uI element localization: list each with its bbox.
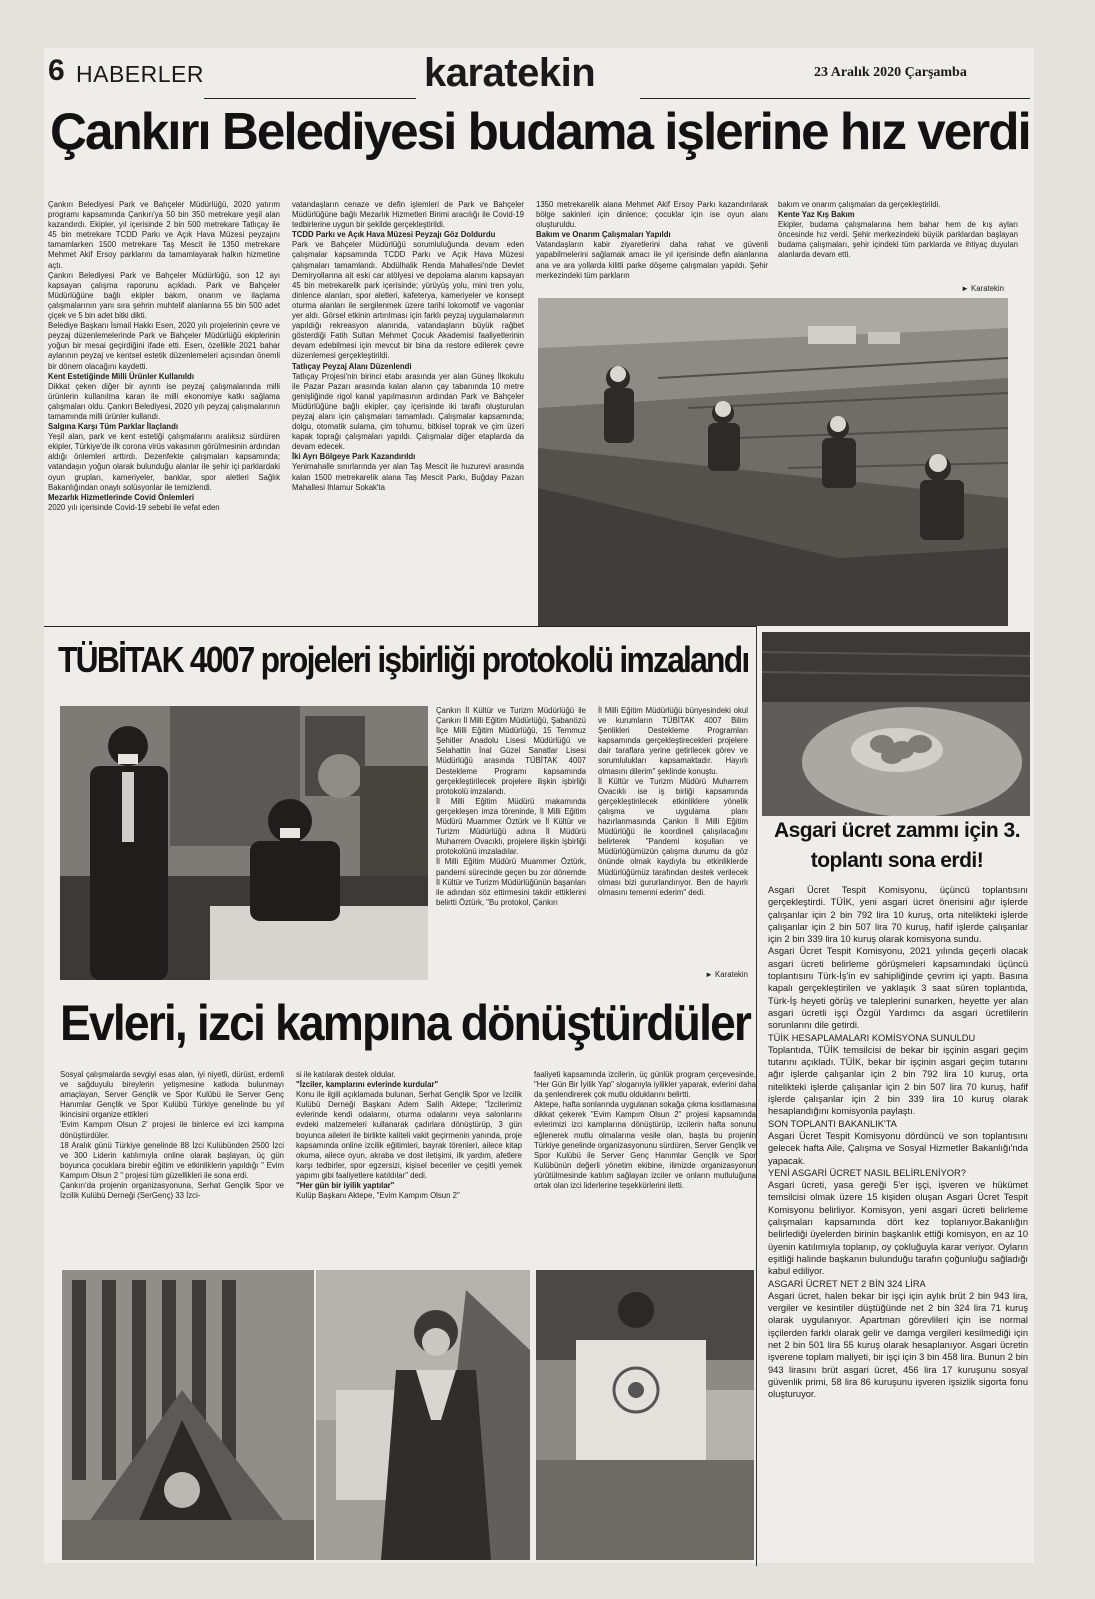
subheading: YENİ ASGARİ ÜCRET NASIL BELİRLENİYOR? (768, 1167, 966, 1178)
article1-column-3 (536, 200, 768, 306)
article1-column-4 (778, 200, 1018, 288)
subheading: İki Ayrı Bölgeye Park Kazandırıldı (292, 452, 416, 462)
paragraph: İl Kültür ve Turizm Müdürü Muharrem Ovacıklı ise iş birliği kapsamında gerçekleştirilecek etkinliklere yönelik çalışma ve uygulama planı hazırlanmasında Çankırı İl Milli Eğitim Müdürlüğü ile koordineli çalışılacağını belirterek "Pandemi koşulları ve Müdürlüğümüzün çalışma durumu da göz önünde olmak kaydıyla bu etkinliklerde Müdürlüğümüz tarafından destek verilecek olması bizi gururlandırıyor. Ben de hayırlı olmasını temenni ederim" dedi. (598, 776, 748, 897)
subheading: TÜİK HESAPLAMALARI KOMİSYONA SUNULDU (768, 1032, 976, 1043)
scout-child-photo (316, 1270, 530, 1560)
paragraph: vatandaşların cenaze ve defin işlemleri de Park ve Bahçeler Müdürlüğüne bağlı Mezarlık Hizmetleri Birimi aracılığı ile Covid-19 tedbirlerine uygun bir şekilde gerçekleştirildi. (292, 200, 524, 230)
article1-column-1 (48, 200, 280, 620)
article3-column-1 (60, 1070, 284, 1266)
divider-1 (44, 626, 756, 627)
article3-headline: Evleri, izci kampına dönüştürdüler (60, 995, 751, 1051)
paragraph: Dikkat çeken diğer bir ayrıntı ise peyzaj çalışmalarında milli ürünlerin kullanılma karan ile milli ekonomiye katkı sağlama çalışmaları oldu. Çankırı Belediyesi, 2020 yılı peyzaj çalışmalarının tamamında milli ürünler kullandı. (48, 381, 280, 421)
paragraph: si ile katılarak destek oldular. (296, 1070, 396, 1079)
paragraph: bakım ve onarım çalışmaları da gerçekleştirildi. (778, 200, 941, 209)
paragraph: 2020 yılı içerisinde Covid-19 sebebi ile vefat eden (48, 502, 220, 512)
side-article-body (768, 884, 1028, 1560)
paragraph: İl Milli Eğitim Müdürü makamında gerçekleşen imza töreninde, İl Milli Eğitim Müdürü Muammer Öztürk ve İl Kültür ve Turizm Müdürlüğü adına İl Müdürü Muharrem Ovacıklı, projelere ilişkin işbirliği protokolünü imzaladılar. (436, 796, 586, 857)
article2-byline: ► Karatekin (705, 970, 748, 979)
paragraph: Vatandaşların kabir ziyaretlerini daha rahat ve güvenli yapabilmelerini sağlamak amacı ile yıl içerisinde defin alanlarına ana ve ara yollarda kilitli parke döşeme çalışmaları yapıldı. Şehir merkezindeki tüm parkların (536, 240, 768, 280)
article2-column-1 (436, 706, 586, 978)
subheading: Kente Yaz Kış Bakım (778, 210, 855, 220)
protocol-signing-photo (60, 706, 428, 980)
paragraph: 18 Aralık günü Türkiye genelinde 88 İzci Kulübünden 2500 İzci ve 300 Liderin katılımıyla online olarak başlayan, üç gün boyunca çocuklara birebir eğitim ve etkinliklerin yapıldığı " Evim Kampım Olsun 2 " projesi tüm güzellikleri ile sona erdi. (60, 1140, 284, 1180)
article2-column-2 (598, 706, 748, 968)
paragraph: Belediye Başkanı İsmail Hakkı Esen, 2020 yılı projelerinin çevre ve peyzaj düzenlemelerinde Park ve Bahçeler Müdürlüğü ekiplerinin yoğun bir mesai geçirdiğini ifade etti. Esen, özellikle 2021 bahar aylarının peyzaj ve kentsel estetik düzenlemeleri açısından önemli bir dönem olacağını kaydetti. (48, 321, 280, 371)
subheading: Mezarlık Hizmetlerinde Covid Önlemleri (48, 492, 195, 502)
paragraph: Ekipler, budama çalışmalarına hem bahar hem de kış ayları öncesinde hız verdi. Şehir merkezindeki büyük parklardan başlayan budama çalışmaları, şehir içindeki tüm parklarda ve ihtiyaç duyulan alanlarda devam etti. (778, 220, 1018, 260)
subheading: "Her gün bir iyilik yaptılar" (296, 1181, 395, 1191)
paragraph: Toplantıda, TÜİK temsilcisi de bekar bir işçinin asgari geçim tutarını açıkladı. TÜİK, bekar bir işçinin asgari geçim tutarını ağır işlerde çalışanlar için 2 bin 792 lira 10 kuruş, orta nitelikteki işlerde çalışanlar için 2 bin 507 lira 70 kuruş, hafif işlerde çalışanlar için 2 bin 339 lira 10 kuruş olarak hesaplandığını komisyonla paylaştı. (768, 1044, 1028, 1117)
paragraph: Asgari Ücret Tespit Komisyonu, 2021 yılında geçerli olacak asgari ücreti belirleme görüşmeleri kapsamındaki üçüncü toplantısını Türk-İş'in ev sahipliğinde çevrim içi yaptı. Basına kapalı gerçekleştirilen ve yaklaşık 3 saat süren toplantıda, Türk-İş heyeti görüş ve taleplerini sunarken, heyette yer alan asgari ücretli işçi Özgül Yardımcı da asgari ücretlilerin sorunlarını dile getirdi. (768, 946, 1028, 1031)
side-article-headline: Asgari ücret zammı için 3. toplantı sona erdi! (773, 819, 1021, 872)
article1-column-2 (292, 200, 524, 620)
paragraph: 'Evim Kampım Olsun 2' projesi ile binlerce evi izci kampına dönüştürdüler. (60, 1120, 284, 1140)
article3-column-2 (296, 1070, 522, 1266)
subheading: ASGARİ ÜCRET NET 2 BİN 324 LİRA (768, 1278, 926, 1289)
paragraph: Asgari Ücret Tespit Komisyonu, üçüncü toplantısını gerçekleştirdi. TÜİK, yeni asgari ücret önerisini ağır işlerde çalışanlar için 2 bin 792 lira 10 kuruş, orta nitelikteki işlerde çalışanlar için 2 bin 507 lira 70 kuruş, hafif işlerde çalışanlar için 2 bin 339 lira 10 kuruş olarak komisyona sundu. (768, 885, 1028, 945)
paragraph: faaliyeti kapsamında izcilerin, üç günlük program çerçevesinde, "Her Gün Bir İyilik Yap" sloganıyla iyilikler yaparak, evlerini daha da şenlendirerek çok mutlu olduklarını belirtti. (534, 1070, 756, 1100)
publication-date: 23 Aralık 2020 Çarşamba (814, 65, 967, 80)
subheading: SON TOPLANTI BAKANLIK'TA (768, 1118, 897, 1129)
paragraph: Aktepe, hafta sonlarında uygulanan sokağa çıkma kısıtlamasına dikkat çekerek "Evim Kampım Olsun 2" projesi kapsamında evlerimizi izci kamplarına dönüştürüp, izcilerin hafta sonunu eğlenerek mutlu olmalarına vesile olan, başta bu projenin Türkiye genelinde organizasyonunu sürdüren, Server Gençlik ve Spor Kulübü ile Server Genç Hanımlar Gençlik ve Spor Kulübünün değerli yönetim ekibine, ilimizde organizasyonun yürütülmesinde katılım sağlayan izciler ve onların mutluluğuna ortak olan izci liderlerine teşekkürlerini iletti. (534, 1100, 756, 1191)
paragraph: Park ve Bahçeler Müdürlüğü sorumluluğunda devam eden çalışmalar kapsamında TCDD Parkı ve Açık Hava Müzesi çalışmaları tamamlandı. Abdülhalik Renda Mahallesi'nde Devlet Demiryollarına ait eski car atölyesi ve depolama alanını kapsayan 45 bin metrekarelik park içerisinde; yürüyüş yolu, mini tren yolu, dinlence alanları, spor aletleri, kafeterya, kameriyeler ve konsept oturma alanları ile sergilenmek üzere tarihi lokomotif ve vagonlar yer aldı. Görsel etkinin artırılması için farklı peyzaj uygulamalarının yapıldığı rekreasyon alanında, vatandaşların büyük rağbet gösterdiği Fatih Sultan Mehmet Çocuk Akademisi faaliyetlerinin devam edebilmesi için mevcut bir bina da restore edilerek çevre düzenlemesi gerçekleştirildi. (292, 240, 524, 361)
subheading: Bakım ve Onarım Çalışmaları Yapıldı (536, 230, 671, 240)
scout-tent-photo (62, 1270, 314, 1560)
subheading: Tatlıçay Peyzaj Alanı Düzenlendi (292, 361, 412, 371)
page-number: 6 (48, 54, 65, 87)
paragraph: Sosyal çalışmalarda sevgiyi esas alan, iyi niyetli, dürüst, erdemli ve sağduyulu bireylerin yetişmesine katkıda bulunmayı amaçlayan, Server Gençlik ve Spor Kulübü ile Server Genç Hanımlar Gençlik ve Spor Kulübü Türkiye genelinde bu yıl ikincisini organize ettikleri (60, 1070, 284, 1120)
section-title: HABERLER (76, 61, 204, 87)
paragraph: Asgari ücret, halen bekar bir işçi için aylık brüt 2 bin 943 lira, vergiler ve kesintiler düştüğünde net 2 bin 324 lira 71 kuruş olarak uygulanıyor. Apartman görevlileri için ise normal işçilerden farklı olarak gelir ve damga vergileri kesilmediği için net 2 bin 501 lira 55 kuruş olarak hesaplanıyor. Asgari ücretin işverene toplam maliyeti, bir işçi için 3 bin 458 lira. Bunun 2 bin 943 lirasını brüt asgari ücret, 456 lira 17 kuruşunu sosyal güvenlik primi, 58 lira 86 kuruşunu işveren işsizlik sigorta fonu oluşturuyor. (768, 1290, 1028, 1400)
paragraph: İl Milli Eğitim Müdürü Muammer Öztürk, pandemi sürecinde geçen bu zor dönemde İl Kültür ve Turizm Müdürlüğünün başarıları ile adından söz ettirmesini takdir ettiklerini belirtti Öztürk, "Bu protokol, Çankırı (436, 857, 586, 907)
subheading: TCDD Parkı ve Açık Hava Müzesi Peyzajı Göz Doldurdu (292, 230, 496, 240)
paragraph: 1350 metrekarelik alana Mehmet Akif Ersoy Parkı kazandırılarak bölge sakinleri için dinlence; çocuklar için ise oyun alanı oluşturuldu. (536, 200, 768, 230)
newspaper-brand: karatekin (424, 51, 596, 95)
paragraph: Konu ile ilgili açıklamada bulunan, Serhat Gençlik Spor ve İzcilik Kulübü Derneği Başkanı Adem Salih Aktepe; "İzcilerimiz evlerinde kendi odalarını, oturma odalarını veya salonlarını evdeki malzemeleri kullanarak çadırlara dönüştürüp, 3 gün boyunca aileleri ile birlikte kaliteli vakit geçirmenin yanında, proje kapsamında online izcilik eğitimleri, bayrak törenleri, ailece kitap okuma, ailece oyun, akraba ve dost iletişimi, ilk yardım, afetlere karşı tedbirler, spor egzersizi, kişisel beceriler ve çeşitli yemek yapımı gibi faaliyetlere katıldılar" dedi. (296, 1090, 522, 1180)
paragraph: Kulüp Başkanı Aktepe, "Evim Kampım Olsun 2" (296, 1191, 460, 1201)
paragraph: Çankırı'da projenin organizasyonuna, Serhat Gençlik Spor ve İzcilik Kulübü Derneği (SerGenç) 33 İzci- (60, 1181, 284, 1201)
article1-byline: ► Karatekin (961, 284, 1004, 293)
article1-headline: Çankırı Belediyesi budama işlerine hız verdi (50, 103, 1030, 161)
coins-in-hand-photo (762, 632, 1030, 816)
newspaper-page (44, 48, 1034, 1563)
paragraph: Çankırı Belediyesi Park ve Bahçeler Müdürlüğü, 2020 yatırım programı kapsamında Çankırı'ya 50 bin 350 metrekare yeşil alan kazandırdı. Ekipler, yıl içerisinde 2 bin 500 metrekare Tatlıçay ile 45 bin metrekare TCDD Parkı ve Açık Hava Müzesi peyzajını tamamlarken 1500 metrekare Taş Mescit ile 1350 metrekare Mehmet Akif Ersoy parklarını da tamamlayarak halkın hizmetine açtı. (48, 200, 280, 270)
masthead-rule-right (640, 98, 1030, 99)
scout-flag-photo (536, 1270, 754, 1560)
side-column-divider (756, 626, 757, 1566)
subheading: Kent Estetiğinde Milli Ürünler Kullanıldı (48, 371, 194, 381)
paragraph: Çankırı İl Kültür ve Turizm Müdürlüğü ile Çankırı İl Milli Eğitim Müdürlüğü, Şabanözü İlçe Milli Eğitim Müdürlüğü, 15 Temmuz Şehitler Anadolu Lisesi Müdürlüğü ve Selahattin İnal Güzel Sanatlar Lisesi Müdürlüğü arasında TÜBİTAK 4007 Destekleme Programı kapsamında gerçekleştirilecek projelere ilişkin işbirliği protokolü imzalandı. (436, 706, 586, 796)
subheading: Salgına Karşı Tüm Parklar İlaçlandı (48, 422, 179, 432)
paragraph: Yenimahalle sınırlarında yer alan Taş Mescit ile huzurevi arasında kalan 1500 metrekarelik alana Taş Mescit Parkı, Buğday Pazarı Mahallesi Ihlamur Sokak'ta (292, 462, 524, 492)
paragraph: İl Milli Eğitim Müdürlüğü bünyesindeki okul ve kurumların TÜBİTAK 4007 Bilim Şenlikleri Destekleme Programları kapsamında gerçekleştirecekleri projelere dair taraflara yerine getirilecek görev ve sorumlulukları kapsamaktadır. Hayırlı olmasını dilerim" şeklinde konuştu. (598, 706, 748, 776)
article2-headline: TÜBİTAK 4007 projeleri işbirliği protokolü imzalandı (58, 639, 749, 680)
paragraph: Yeşil alan, park ve kent estetiği çalışmalarını aralıksız sürdüren ekipler, Türkiye'de ilk corona virüs vakasının görülmesinin ardından aldığı önlemleri arttırdı. Dezenfekte çalışmaları kapsamında; vatandaşın yoğun olarak bulunduğu alanlar ile şehir içi parklardaki oyun grupları, kameriyeler, banklar, spor aletleri Sağlık Bakanlığından onaylı solüsyonlar ile temizlendi. (48, 432, 280, 492)
paragraph: Asgari ücreti, yasa gereği 5'er işçi, işveren ve hükümet temsilcisi olmak üzere 15 kişiden oluşan Asgari Ücret Tespit Komisyonu belirliyor. Komisyon, yeni asgari ücreti belirleme çalışmaları kapsamında dört kez toplanıyor.Bakanlığın belirlediği üyelerden birinin başkanlık ettiği komisyon, en az 10 üyenin katılımıyla toplanıp, oy çokluğuyla karar veriyor. Oyların eşitliği halinde başkanın bulunduğu tarafın çoğunluğu sağladığı kabul ediliyor. (768, 1180, 1028, 1277)
paragraph: Asgari Ücret Tespit Komisyonu dördüncü ve son toplantısını gelecek hafta Aile, Çalışma ve Sosyal Hizmetler Bakanlığı'nda yapacak. (768, 1130, 1028, 1166)
paragraph: Çankırı Belediyesi Park ve Bahçeler Müdürlüğü, son 12 ayı kapsayan çalışma raporunu açıkladı. Park ve Bahçeler Müdürlüğüne bağlı ekipler bakım, onarım ve ilaçlama çalışmalarının yanı sıra şehrin muhtelif alanlarına 55 bin 500 adet çiçek ve 5 bin adet bitki dikti. (48, 270, 280, 321)
masthead-rule-left (204, 98, 416, 99)
pruning-workers-photo (538, 298, 1008, 626)
paragraph: Tatlıçay Projesi'nin birinci etabı arasında yer alan Güneş İlkokulu ile Pazar Pazarı arasında kalan alanın çay tabanında 10 metre genişliğinde rigol kanal yapılmasının ardından Park ve Bahçeler Müdürlüğüne bağlı ekipler, çay içerisinde iki taraflı oluşturulan peyzaj alanı için çalışmaları tamamladı. Çalışmalar kapsamında; dolgu, otomatik sulama, çim tohumu, bitkisel toprak ve çim üzeri kapak toprağı çalışmaları yapıldı. Çalışmalar diğer etaplarda da devam edecek. (292, 371, 524, 452)
article3-column-3 (534, 1070, 756, 1266)
subheading: "İzciler, kamplarını evlerinde kurdular" (296, 1080, 439, 1090)
